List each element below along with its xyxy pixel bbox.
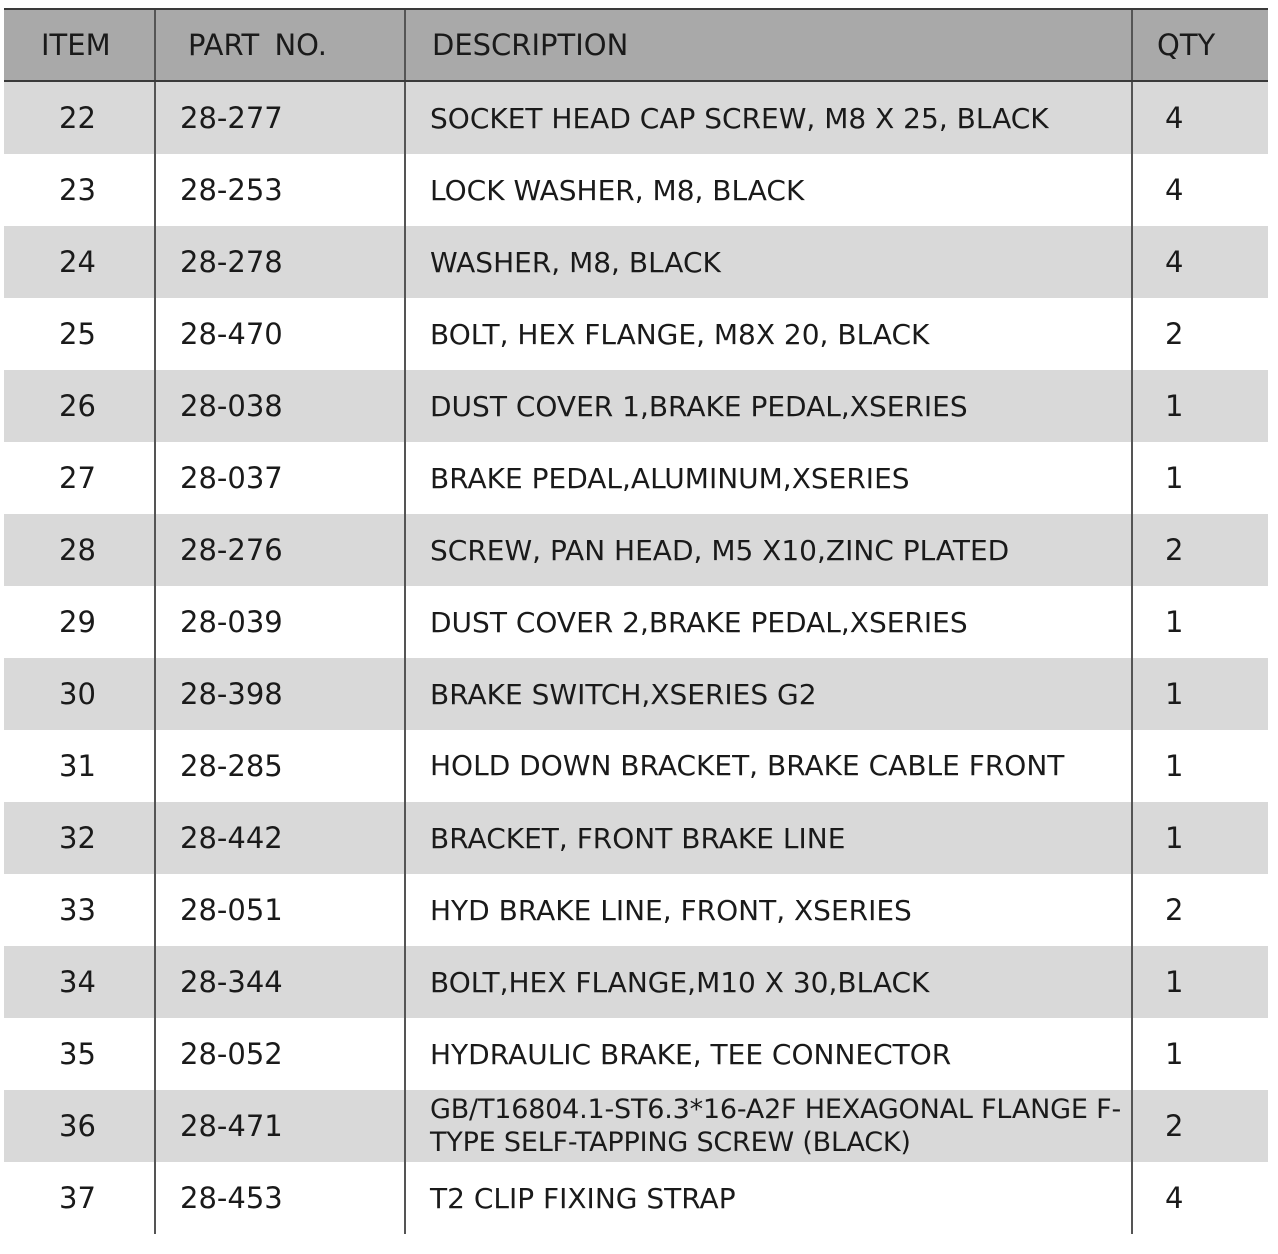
description-cell: WASHER, M8, BLACK [405, 226, 1132, 298]
item-cell: 23 [4, 154, 155, 226]
item-cell: 25 [4, 298, 155, 370]
table-row [4, 370, 1268, 442]
description-cell: SOCKET HEAD CAP SCREW, M8 X 25, BLACK [405, 81, 1132, 154]
description-cell: T2 CLIP FIXING STRAP [405, 1162, 1132, 1234]
part-no-cell: 28-051 [155, 874, 405, 946]
part-no-cell: 28-471 [155, 1090, 405, 1162]
description-cell: BOLT, HEX FLANGE, M8X 20, BLACK [405, 298, 1132, 370]
table-row [4, 81, 1268, 154]
header-row [4, 9, 1268, 81]
description-cell: BOLT,HEX FLANGE,M10 X 30,BLACK [405, 946, 1132, 1018]
item-cell: 33 [4, 874, 155, 946]
item-cell: 26 [4, 370, 155, 442]
part-no-cell: 28-278 [155, 226, 405, 298]
qty-cell: 1 [1132, 946, 1268, 1018]
part-no-cell: 28-039 [155, 586, 405, 658]
table-row [4, 154, 1268, 226]
part-no-cell: 28-277 [155, 81, 405, 154]
qty-cell: 4 [1132, 226, 1268, 298]
qty-cell: 1 [1132, 586, 1268, 658]
table-row [4, 658, 1268, 730]
header-description: DESCRIPTION [405, 9, 1132, 81]
description-cell: HYD BRAKE LINE, FRONT, XSERIES [405, 874, 1132, 946]
part-no-cell: 28-453 [155, 1162, 405, 1234]
item-cell: 22 [4, 81, 155, 154]
part-no-cell: 28-398 [155, 658, 405, 730]
description-cell: DUST COVER 1,BRAKE PEDAL,XSERIES [405, 370, 1132, 442]
qty-cell: 1 [1132, 730, 1268, 802]
qty-cell: 2 [1132, 514, 1268, 586]
qty-cell: 1 [1132, 802, 1268, 874]
part-no-cell: 28-276 [155, 514, 405, 586]
description-cell: BRACKET, FRONT BRAKE LINE [405, 802, 1132, 874]
item-cell: 35 [4, 1018, 155, 1090]
table-row [4, 298, 1268, 370]
table-row [4, 1090, 1268, 1162]
qty-cell: 2 [1132, 298, 1268, 370]
item-cell: 30 [4, 658, 155, 730]
header-part-no: PART NO. [155, 9, 405, 81]
table-row [4, 1162, 1268, 1234]
description-cell: SCREW, PAN HEAD, M5 X10,ZINC PLATED [405, 514, 1132, 586]
item-cell: 36 [4, 1090, 155, 1162]
qty-cell: 1 [1132, 658, 1268, 730]
item-cell: 32 [4, 802, 155, 874]
table-row [4, 514, 1268, 586]
qty-cell: 2 [1132, 874, 1268, 946]
qty-cell: 4 [1132, 1162, 1268, 1234]
item-cell: 31 [4, 730, 155, 802]
part-no-cell: 28-253 [155, 154, 405, 226]
part-no-cell: 28-470 [155, 298, 405, 370]
description-cell: BRAKE SWITCH,XSERIES G2 [405, 658, 1132, 730]
table-row [4, 226, 1268, 298]
table-row [4, 874, 1268, 946]
item-cell: 28 [4, 514, 155, 586]
description-cell: HOLD DOWN BRACKET, BRAKE CABLE FRONT [405, 730, 1132, 802]
table-row [4, 442, 1268, 514]
part-no-cell: 28-038 [155, 370, 405, 442]
table-row [4, 802, 1268, 874]
qty-cell: 2 [1132, 1090, 1268, 1162]
item-cell: 34 [4, 946, 155, 1018]
part-no-cell: 28-285 [155, 730, 405, 802]
item-cell: 24 [4, 226, 155, 298]
part-no-cell: 28-037 [155, 442, 405, 514]
item-cell: 29 [4, 586, 155, 658]
item-cell: 27 [4, 442, 155, 514]
description-cell: DUST COVER 2,BRAKE PEDAL,XSERIES [405, 586, 1132, 658]
table-row [4, 946, 1268, 1018]
description-cell: GB/T16804.1-ST6.3*16-A2F HEXAGONAL FLANGE F-TYPE SELF-TAPPING SCREW (BLACK) [405, 1090, 1132, 1162]
table-row [4, 1018, 1268, 1090]
description-cell: BRAKE PEDAL,ALUMINUM,XSERIES [405, 442, 1132, 514]
part-no-cell: 28-344 [155, 946, 405, 1018]
header-item: ITEM [4, 9, 155, 81]
qty-cell: 4 [1132, 81, 1268, 154]
item-cell: 37 [4, 1162, 155, 1234]
table-row [4, 730, 1268, 802]
part-no-cell: 28-442 [155, 802, 405, 874]
qty-cell: 4 [1132, 154, 1268, 226]
description-cell: HYDRAULIC BRAKE, TEE CONNECTOR [405, 1018, 1132, 1090]
qty-cell: 1 [1132, 1018, 1268, 1090]
qty-cell: 1 [1132, 370, 1268, 442]
table-row [4, 586, 1268, 658]
qty-cell: 1 [1132, 442, 1268, 514]
header-qty: QTY [1132, 9, 1268, 81]
parts-table [4, 8, 1268, 1234]
part-no-cell: 28-052 [155, 1018, 405, 1090]
description-cell: LOCK WASHER, M8, BLACK [405, 154, 1132, 226]
